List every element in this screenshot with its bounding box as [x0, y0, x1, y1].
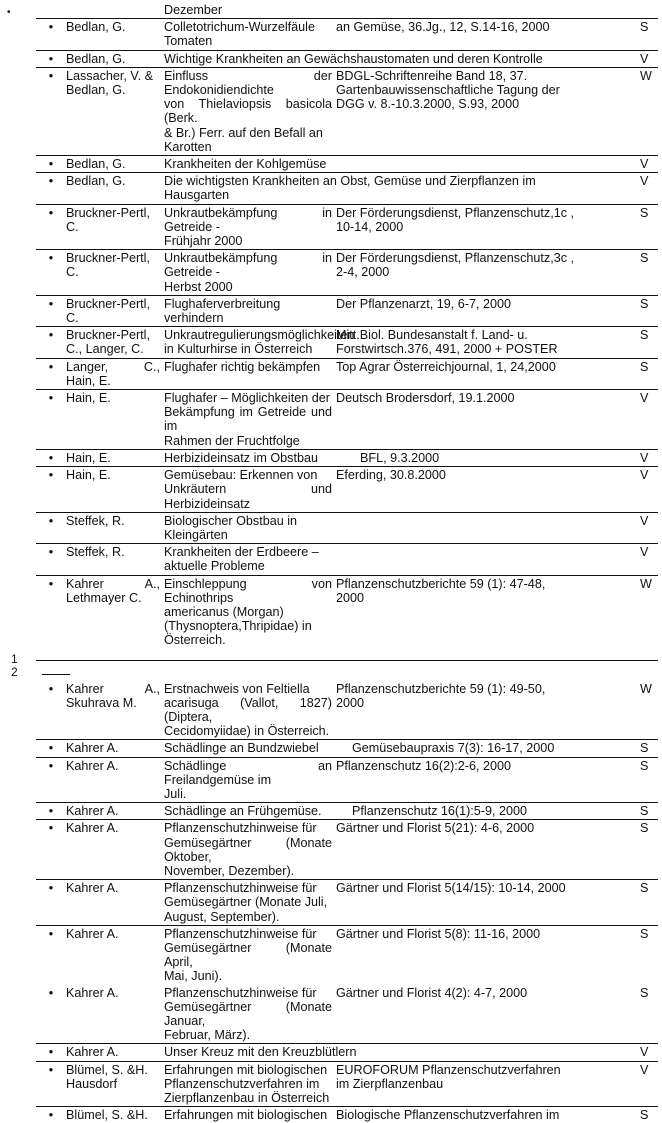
footnote-mark-1: 1: [11, 651, 18, 666]
bullet: •: [36, 1107, 66, 1123]
bullet: •: [36, 390, 66, 450]
publication: Pflanzenschutzberichte 59 (1): 47-48, 2000: [336, 575, 640, 649]
bullet: •: [36, 575, 66, 649]
author: Bedlan, G.: [66, 19, 164, 50]
author: Bruckner-Pertl, C.: [66, 250, 164, 296]
bullet: •: [36, 880, 66, 926]
publication: Mitt.Biol. Bundesanstalt f. Land- u. Forstwirtsch.376, 491, 2000 + POSTER: [336, 327, 640, 358]
type-code: S: [640, 1107, 658, 1123]
bullet: •: [36, 250, 66, 296]
bullet: •: [36, 740, 66, 757]
title: Pflanzenschutzhinweise für Gemüsegärtner (Monate April, Mai, Juni).: [164, 925, 336, 984]
publication: Der Förderungsdienst, Pflanzenschutz,1c , 10-14, 2000: [336, 204, 640, 250]
title: Unser Kreuz mit den Kreuzblütlern: [164, 1044, 640, 1061]
table-row: [36, 512, 658, 543]
type-code: V: [640, 50, 658, 67]
type-code: S: [640, 295, 658, 326]
title: Schädlinge an Bundzwiebel: [164, 740, 336, 757]
bullet: •: [36, 327, 66, 358]
table-row: [36, 449, 658, 466]
title: Biologischer Obstbau in Kleingärten: [164, 512, 336, 543]
table-row: [36, 820, 658, 880]
bullet: •: [36, 512, 66, 543]
publication: Top Agrar Österreichjournal, 1, 24,2000: [336, 358, 640, 389]
bullet: •: [48, 985, 54, 1000]
table-row: [36, 985, 658, 1044]
publication: BFL, 9.3.2000: [336, 449, 640, 466]
publication: Pflanzenschutzberichte 59 (1): 49-50, 2000: [336, 681, 546, 710]
author: Bruckner-Pertl, C.: [66, 295, 164, 326]
type-code: S: [640, 204, 658, 250]
author: Hain, E.: [66, 467, 164, 513]
bullet: •: [36, 467, 66, 513]
table-row: [36, 757, 658, 803]
continuation-row: [36, 2, 658, 19]
title: Unkrautbekämpfung in Getreide - Frühjahr 2000: [164, 204, 336, 250]
bullet: •: [36, 925, 66, 984]
type-code: S: [640, 757, 658, 803]
type-code: W: [640, 575, 658, 649]
publication: [336, 544, 640, 575]
publication: Pflanzenschutz 16(2):2-6, 2000: [336, 757, 640, 803]
footnote-row: [36, 649, 658, 681]
publication: an Gemüse, 36.Jg., 12, S.14-16, 2000: [336, 19, 640, 50]
stray-mark: •: [7, 7, 11, 18]
type-code: S: [640, 250, 658, 296]
publication: BDGL-Schriftenreihe Band 18, 37. Gartenbauwissenschaftliche Tagung der DGG v. 8.-10.3.2000, S.93, 2000: [336, 67, 640, 155]
title: Erstnachweis von Feltiella acarisuga (Vallot, 1827) (Diptera, Cecidomyiidae) in Österreich.: [164, 681, 332, 739]
bullet: •: [36, 1044, 66, 1061]
publication: Gärtner und Florist 5(14/15): 10-14, 2000: [336, 880, 640, 926]
bullet: •: [36, 67, 66, 155]
title: Einfluss der Endokonidiendichte von Thielaviopsis basicola (Berk. & Br.) Ferr. auf den Befall an Karotten: [164, 67, 336, 155]
title: Krankheiten der Erdbeere – aktuelle Probleme: [164, 544, 336, 575]
bullet: •: [36, 295, 66, 326]
type-code: V: [640, 449, 658, 466]
author: Kahrer A.: [66, 757, 164, 803]
footnote-mark-2: 2: [11, 664, 18, 679]
table-row: [36, 467, 658, 513]
bullet: •: [36, 1061, 66, 1107]
title: Einschleppung von Echinothrips americanus (Morgan) (Thysnoptera,Thripidae) in Österreich.: [164, 575, 336, 649]
type-code: S: [640, 880, 658, 926]
type-code: V: [640, 156, 658, 173]
table-row: [36, 544, 658, 575]
title: Schädlinge an Frühgemüse.: [164, 803, 336, 820]
author: Kahrer A.: [66, 1044, 164, 1061]
title: Herbizideinsatz im Obstbau: [164, 449, 336, 466]
type-code: V: [640, 544, 658, 575]
author: Kahrer A.: [66, 985, 119, 1000]
title: Krankheiten der Kohlgemüse: [164, 156, 640, 173]
title: Pflanzenschutzhinweise für Gemüsegärtner (Monate Oktober, November, Dezember).: [164, 820, 336, 880]
title: Unkrautbekämpfung in Getreide - Herbst 2000: [164, 250, 336, 296]
table-row: [36, 681, 658, 740]
author: Lassacher, V. & Bedlan, G.: [66, 67, 164, 155]
table-row: [36, 803, 658, 820]
page-break-rule: [36, 660, 658, 661]
author: Kahrer A.: [66, 803, 164, 820]
table-row: [36, 1107, 658, 1123]
bullet: •: [36, 358, 66, 389]
table-row: [36, 880, 658, 926]
table-row: [36, 173, 658, 204]
type-code: S: [640, 19, 658, 50]
type-code: S: [640, 327, 658, 358]
bullet: •: [36, 19, 66, 50]
publication: Gärtner und Florist 4(2): 4-7, 2000: [336, 985, 528, 1000]
type-code: W: [640, 67, 658, 155]
title: Gemüsebau: Erkennen von Unkräutern und Herbizideinsatz: [164, 467, 336, 513]
table-row: [36, 67, 658, 155]
type-code: S: [640, 803, 658, 820]
bullet: •: [36, 173, 66, 204]
publication: Pflanzenschutz 16(1):5-9, 2000: [336, 803, 640, 820]
publication: EUROFORUM Pflanzenschutzverfahren im Zierpflanzenbau: [336, 1061, 640, 1107]
bullet: •: [36, 820, 66, 880]
table-row: [36, 925, 658, 984]
author: Kahrer A., Lethmayer C.: [66, 575, 164, 649]
author: Kahrer A.: [66, 880, 164, 926]
bullet: •: [36, 544, 66, 575]
table-row: [36, 156, 658, 173]
author: Kahrer A.: [66, 740, 164, 757]
type-code: W: [640, 681, 652, 696]
bullet: •: [36, 803, 66, 820]
footnote-zone: [11, 650, 658, 680]
table-row: [36, 19, 658, 50]
type-code: V: [640, 390, 658, 450]
title: Flughaferverbreitung verhindern: [164, 295, 336, 326]
continuation-text: Dezember: [164, 3, 223, 17]
bullet: •: [36, 757, 66, 803]
author: Kahrer A., Skuhrava M.: [66, 681, 160, 710]
title: Pflanzenschutzhinweise für Gemüsegärtner (Monate Januar, Februar, März).: [164, 985, 332, 1043]
bullet: •: [48, 681, 54, 696]
bibliography-table: [11, 2, 658, 1123]
table-row: [36, 327, 658, 358]
author: Blümel, S. &H.: [66, 1107, 164, 1123]
table-row: [36, 1044, 658, 1061]
type-code: V: [640, 512, 658, 543]
table-row: [36, 250, 658, 296]
type-code: S: [640, 358, 658, 389]
footnote-rule: [42, 674, 70, 675]
table-row: [36, 740, 658, 757]
title: Colletotrichum-Wurzelfäule Tomaten: [164, 19, 336, 50]
author: Hain, E.: [66, 390, 164, 450]
publication: [336, 512, 640, 543]
type-code: S: [640, 820, 658, 880]
author: Hain, E.: [66, 449, 164, 466]
table-row: [36, 1061, 658, 1107]
table-row: [36, 575, 658, 649]
table-row: [36, 358, 658, 389]
author: Bruckner-Pertl, C., Langer, C.: [66, 327, 164, 358]
table-row: [36, 50, 658, 67]
publication: Eferding, 30.8.2000: [336, 467, 640, 513]
publication: Gemüsebaupraxis 7(3): 16-17, 2000: [336, 740, 640, 757]
table-row: [36, 204, 658, 250]
author: Langer, C., Hain, E.: [66, 358, 164, 389]
publication: Deutsch Brodersdorf, 19.1.2000: [336, 390, 640, 450]
table-row: [36, 390, 658, 450]
table-row: [36, 295, 658, 326]
title: Flughafer richtig bekämpfen: [164, 358, 336, 389]
title: Wichtige Krankheiten an Gewächshaustomaten und deren Kontrolle: [164, 50, 640, 67]
publication: Der Förderungsdienst, Pflanzenschutz,3c , 2-4, 2000: [336, 250, 640, 296]
author: Blümel, S. &H. Hausdorf: [66, 1061, 164, 1107]
author: Bedlan, G.: [66, 173, 164, 204]
title: Pflanzenschutzhinweise für Gemüsegärtner (Monate Juli, August, September).: [164, 880, 336, 926]
bullet: •: [36, 50, 66, 67]
author: Kahrer A.: [66, 820, 164, 880]
author: Bedlan, G.: [66, 156, 164, 173]
title: Unkrautregulierungsmöglichkeiten in Kulturhirse in Österreich: [164, 328, 355, 357]
title: Flughafer – Möglichkeiten der Bekämpfung im Getreide und im Rahmen der Fruchtfolge: [164, 390, 336, 450]
type-code: V: [640, 1061, 658, 1107]
author: Bruckner-Pertl, C.: [66, 204, 164, 250]
type-code: V: [640, 467, 658, 513]
title: Schädlinge an Freilandgemüse im Juli.: [164, 757, 336, 803]
publication: Der Pflanzenarzt, 19, 6-7, 2000: [336, 295, 640, 326]
title: Erfahrungen mit biologischen: [164, 1107, 336, 1123]
type-code: S: [640, 985, 649, 1000]
type-code: V: [640, 173, 658, 204]
bullet: •: [36, 156, 66, 173]
title: Erfahrungen mit biologischen Pflanzenschutzverfahren im Zierpflanzenbau in Österreich: [164, 1061, 336, 1107]
type-code: S: [640, 925, 658, 984]
type-code: S: [640, 740, 658, 757]
author: Bedlan, G.: [66, 50, 164, 67]
publication: Gärtner und Florist 5(21): 4-6, 2000: [336, 820, 640, 880]
publication: Gärtner und Florist 5(8): 11-16, 2000: [336, 925, 640, 984]
title: Die wichtigsten Krankheiten an Obst, Gemüse und Zierpflanzen im Hausgarten: [164, 173, 640, 204]
author: Kahrer A.: [66, 925, 164, 984]
author: Steffek, R.: [66, 544, 164, 575]
publication: Biologische Pflanzenschutzverfahren im: [336, 1107, 640, 1123]
bullet: •: [36, 204, 66, 250]
bullet: •: [36, 449, 66, 466]
author: Steffek, R.: [66, 512, 164, 543]
type-code: V: [640, 1044, 658, 1061]
